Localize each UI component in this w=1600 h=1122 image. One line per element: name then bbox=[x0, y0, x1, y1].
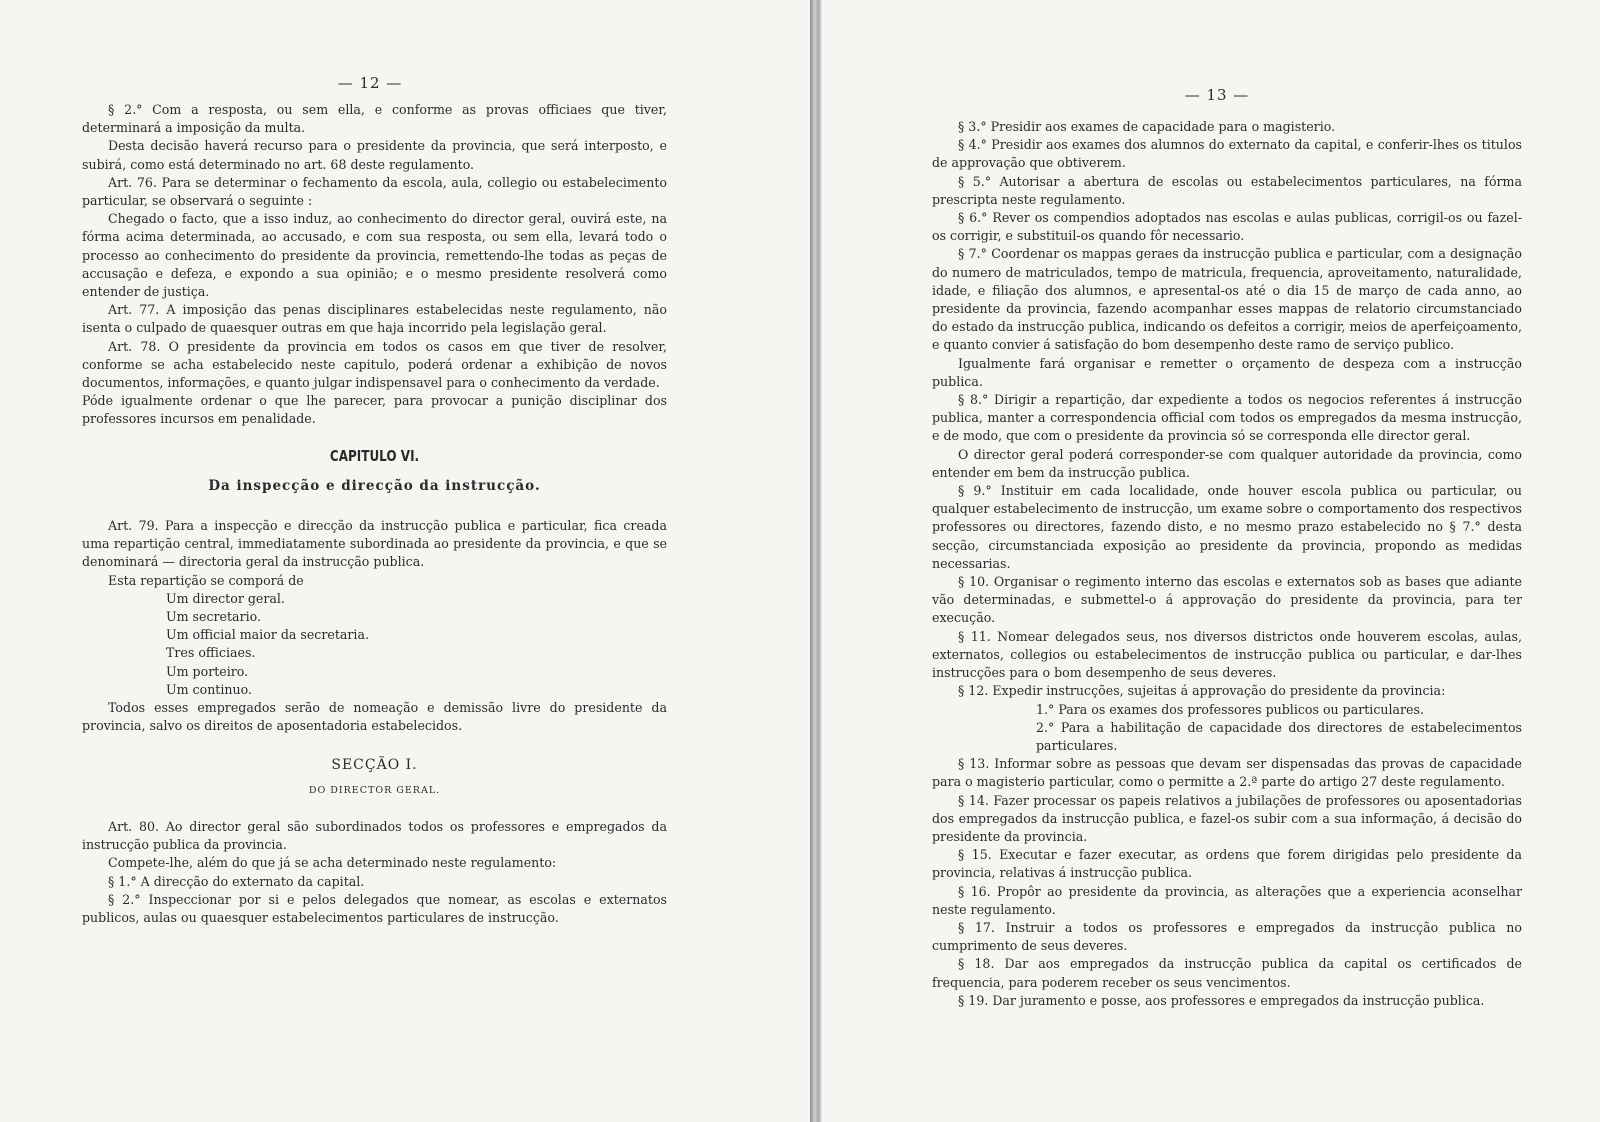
staff-item: Um porteiro. bbox=[166, 663, 249, 679]
staff-item: Um continuo. bbox=[166, 681, 252, 697]
staff-item: Um secretario. bbox=[166, 609, 261, 625]
paragraph: § 11. Nomear delegados seus, nos diversos districtos onde houverem escolas, aulas, externatos, collegios ou estabelecimentos de instrucção publica ou particular, e dar-lhes instrucções para o bom desempenho de seus deveres. bbox=[932, 628, 1522, 681]
paragraph: Art. 78. O presidente da provincia em todos os casos em que tiver de resolver, conforme se acha estabelecido neste capitulo, poderá ordenar a exhibição de novos documentos, informações, e quanto julgar indispensavel para o conhecimento da verdade. bbox=[82, 338, 667, 391]
compete-paragraph: Compete-lhe, além do que já se acha determinado neste regulamento: bbox=[108, 855, 557, 871]
staff-item: Um director geral. bbox=[166, 590, 285, 606]
paragraph: § 19. Dar juramento e posse, aos professores e empregados da instrucção publica. bbox=[958, 992, 1485, 1008]
staff-item: Tres officiaes. bbox=[166, 645, 256, 661]
section-title: SECÇÃO I. bbox=[331, 756, 418, 773]
chapter-title: CAPITULO VI. bbox=[329, 446, 420, 465]
paragraph: § 3.° Presidir aos exames de capacidade para o magisterio. bbox=[958, 119, 1336, 134]
paragraph: § 16. Propôr ao presidente da provincia, as alterações que a experiencia aconselhar neste regulamento. bbox=[932, 883, 1522, 917]
left-text-column bbox=[82, 101, 667, 927]
paragraph: § 6.° Rever os compendios adoptados nas escolas e aulas publicas, corrigil-os ou fazel-os corrigir, e substituil-os quando fôr necessario. bbox=[932, 210, 1522, 244]
paragraph: § 12. Expedir instrucções, sujeitas á approvação do presidente da provincia: bbox=[958, 683, 1446, 699]
paragraph: § 7.° Coordenar os mappas geraes da instrucção publica e particular, com a designação do numero de matriculados, tempo de matricula, frequencia, aproveitamento, naturalidade, idade, e filiação dos alumnos, e apresental-os até o dia 15 de março de cada anno, ao presidente da provincia, fazendo acompanhar esses mappas de relatorio circumstanciado do estado da instrucção publica, indicando os defeitos a corrigir, meios de aperfeiçoamento, e quanto convier á satisfação do bom desempenho deste ramo de serviço publico. bbox=[932, 246, 1522, 353]
paragraph: § 8.° Dirigir a repartição, dar expediente a todos os negocios referentes á instrucção publica, manter a correspondencia official com todos os empregados da mesma instrucção, e de modo, que com o presidente da provincia só se corresponda elle director geral. bbox=[932, 392, 1522, 444]
paragraph: § 2.° Com a resposta, ou sem ella, e conforme as provas officiaes que tiver, determinará a imposição da multa. bbox=[82, 102, 667, 136]
right-text-column bbox=[932, 118, 1522, 1010]
book-gutter bbox=[810, 0, 822, 1122]
paragraph: § 17. Instruir a todos os professores e empregados da instrucção publica no cumprimento de seus deveres. bbox=[932, 919, 1522, 954]
right-page bbox=[822, 0, 1600, 1122]
paragraph: § 10. Organisar o regimento interno das escolas e externatos sob as bases que adiante vão determinadas, e submettel-o á approvação do presidente da provincia, para ter execução. bbox=[932, 574, 1522, 626]
paragraph: O director geral poderá corresponder-se com qualquer autoridade da provincia, como entender em bem da instrucção publica. bbox=[932, 446, 1522, 480]
sub-item: 2.° Para a habilitação de capacidade dos directores de estabelecimentos particulares. bbox=[1036, 719, 1522, 753]
paragraph: § 18. Dar aos empregados da instrucção publica da capital os certificados de frequencia, para poderem receber os seus vencimentos. bbox=[932, 956, 1522, 990]
composition-intro: Esta repartição se comporá de bbox=[108, 572, 304, 588]
paragraph: Póde igualmente ordenar o que lhe parecer, para provocar a punição disciplinar dos professores incursos em penalidade. bbox=[82, 393, 667, 427]
chapter-subtitle: Da inspecção e direcção da instrucção. bbox=[208, 477, 541, 494]
employees-note: Todos esses empregados serão de nomeação e demissão livre do presidente da provincia, salvo os direitos de aposentadoria estabelecidos. bbox=[82, 700, 667, 734]
article-80: Art. 80. Ao director geral são subordinados todos os professores e empregados da instrucção publica da provincia. bbox=[82, 818, 667, 853]
paragraph: Igualmente fará organisar e remetter o orçamento de despeza com a instrucção publica. bbox=[932, 355, 1522, 389]
sub-item: 1.° Para os exames dos professores publicos ou particulares. bbox=[1036, 701, 1424, 717]
paragraph: Chegado o facto, que a isso induz, ao conhecimento do director geral, ouvirá este, na fórma acima determinada, ao accusado, e com sua resposta, ou sem ella, levará todo o processo ao conhecimento do presidente da provincia, remettendo-lhe todas as peças de accusação e defeza, e expondo a sua opinião; e o mesmo presidente resolverá como entender de justiça. bbox=[82, 211, 667, 300]
paragraph: Art. 76. Para se determinar o fechamento da escola, aula, collegio ou estabelecimento particular, se observará o seguinte : bbox=[82, 174, 667, 209]
page-number: — 13 — bbox=[1184, 86, 1250, 104]
paragraph: § 1.° A direcção do externato da capital. bbox=[108, 873, 365, 889]
staff-item: Um official maior da secretaria. bbox=[166, 627, 369, 643]
page-number: — 12 — bbox=[337, 74, 403, 92]
paragraph: § 14. Fazer processar os papeis relativos a jubilações de professores ou aposentadorias dos empregados da instrucção publica, e fazel-os subir com a sua informação, á decisão do presidente da provincia. bbox=[932, 792, 1522, 844]
paragraph: § 4.° Presidir aos exames dos alumnos do externato da capital, e conferir-lhes os titulos de approvação que obtiverem. bbox=[932, 137, 1522, 171]
article-79: Art. 79. Para a inspecção e direcção da instrucção publica e particular, fica creada uma repartição central, immediatamente subordinada ao presidente da provincia, e que se denominará — directoria geral da instrucção publica. bbox=[82, 518, 667, 570]
paragraph: § 9.° Instituir em cada localidade, onde houver escola publica ou particular, ou qualquer estabelecimento de instrucção, um exame sobre o comportamento dos respectivos professores ou directores, fazendo disto, e no mesmo prazo estabelecido no § 7.° desta secção, circumstanciada exposição ao presidente da provincia, propondo as medidas necessarias. bbox=[932, 483, 1522, 571]
paragraph: § 15. Executar e fazer executar, as ordens que forem dirigidas pelo presidente da provincia, relativas á instrucção publica. bbox=[932, 847, 1522, 881]
paragraph: § 13. Informar sobre as pessoas que devam ser dispensadas das provas de capacidade para o magisterio particular, como o permitte a 2.ª parte do artigo 27 deste regulamento. bbox=[932, 756, 1522, 790]
paragraph: Desta decisão haverá recurso para o presidente da provincia, que será interposto, e subirá, como está determinado no art. 68 deste regulamento. bbox=[82, 138, 667, 172]
staff-list bbox=[82, 590, 667, 699]
paragraph: Art. 77. A imposição das penas disciplinares estabelecidas neste regulamento, não isenta o culpado de quaesquer outras em que haja incorrido pela legislação geral. bbox=[82, 302, 667, 336]
paragraph: § 5.° Autorisar a abertura de escolas ou estabelecimentos particulares, na fórma prescripta neste regulamento. bbox=[932, 173, 1522, 207]
section-subtitle: DO DIRECTOR GERAL. bbox=[308, 784, 441, 796]
paragraph: § 2.° Inspeccionar por si e pelos delegados que nomear, as escolas e externatos publicos, aulas ou quaesquer estabelecimentos particulares de instrucção. bbox=[82, 891, 667, 925]
